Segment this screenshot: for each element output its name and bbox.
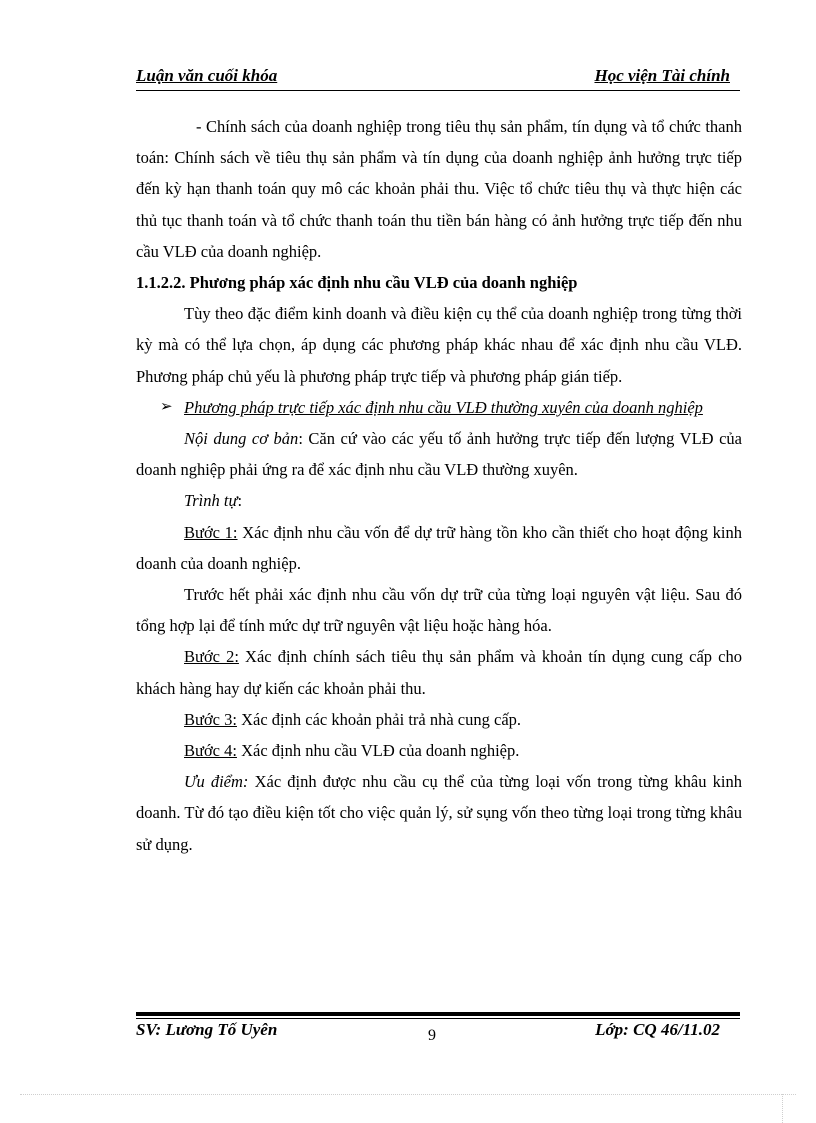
footer-student-name: SV: Lương Tố Uyên xyxy=(136,1020,278,1039)
order-colon: : xyxy=(237,491,243,511)
page-boundary-horizontal xyxy=(20,1094,796,1095)
step-4-label: Bước 4: xyxy=(184,741,237,761)
paragraph-step-3 xyxy=(136,704,742,735)
paragraph-methods-intro: Tùy theo đặc điểm kinh doanh và điều kiện cụ thể của doanh nghiệp trong từng thời kỳ mà có thể lựa chọn, áp dụng các phương pháp khác nhau để xác định nhu cầu VLĐ. Phương pháp chủ yếu là phương pháp trực tiếp và phương pháp gián tiếp. xyxy=(136,304,742,386)
step-4-text: Xác định nhu cầu VLĐ của doanh nghiệp. xyxy=(236,741,520,761)
page-number: 9 xyxy=(428,1027,436,1044)
paragraph-step-2 xyxy=(136,641,742,703)
basic-content-text: : Căn cứ vào các yếu tố ảnh hưởng trực tiếp đến lượng VLĐ của doanh nghiệp phải ứng ra để xác định nhu cầu VLĐ thường xuyên. xyxy=(136,429,742,480)
advantages-text: Xác định được nhu cầu cụ thể của từng loại vốn trong từng khâu kinh doanh. Từ đó tạo điều kiện tốt cho việc quản lý, sử sụng vốn theo từng loại trong từng khâu sử dụng. xyxy=(136,772,742,854)
order-label: Trình tự xyxy=(184,491,238,511)
paragraph-step-1 xyxy=(136,517,742,579)
header-divider xyxy=(136,90,740,91)
paragraph-payment-policy: - Chính sách của doanh nghiệp trong tiêu thụ sản phẩm, tín dụng và tổ chức thanh toán: Chính sách về tiêu thụ sản phẩm và tín dụng của doanh nghiệp ảnh hưởng trực tiếp đến kỳ hạn thanh toán quy mô các khoản phải thu. Việc tổ chức tiêu thụ và thực hiện các thủ tục thanh toán và tổ chức thanh toán thu tiền bán hàng có ảnh hưởng trực tiếp đến nhu cầu VLĐ của doanh nghiệp. xyxy=(136,117,742,261)
advantages-label: Ưu điểm: xyxy=(184,772,249,792)
section-heading: 1.1.2.2. Phương pháp xác định nhu cầu VLĐ của doanh nghiệp xyxy=(136,273,578,293)
header-right-title: Học viện Tài chính xyxy=(594,66,730,85)
step-1-label: Bước 1: xyxy=(184,522,238,542)
step-3-label: Bước 3: xyxy=(184,709,237,729)
paragraph-order xyxy=(136,485,742,516)
step-2-text: Xác định chính sách tiêu thụ sản phẩm và khoản tín dụng cung cấp cho khách hàng hay dự kiến các khoản phải thu. xyxy=(136,647,742,698)
bullet-direct-method-text: Phương pháp trực tiếp xác định nhu cầu VLĐ thường xuyên của doanh nghiệp xyxy=(184,397,703,417)
footer-class: Lớp: CQ 46/11.02 xyxy=(595,1020,720,1039)
arrow-bullet-icon: ➢ xyxy=(160,398,173,415)
paragraph-materials: Trước hết phải xác định nhu cầu vốn dự trữ của từng loại nguyên vật liệu. Sau đó tổng hợp lại để tính mức dự trữ nguyên vật liệu hoặc hàng hóa. xyxy=(136,585,742,636)
step-3-text: Xác định các khoản phải trả nhà cung cấp. xyxy=(236,709,522,729)
footer-divider-thick xyxy=(136,1012,740,1016)
header-left-title: Luận văn cuối khóa xyxy=(136,66,278,85)
page-boundary-vertical xyxy=(782,1094,783,1123)
step-1-text: Xác định nhu cầu vốn để dự trữ hàng tồn kho cần thiết cho hoạt động kinh doanh của doanh nghiệp. xyxy=(136,522,742,573)
page-body xyxy=(136,111,742,860)
footer-divider-thin xyxy=(136,1018,740,1019)
basic-content-label: Nội dung cơ bản xyxy=(184,429,299,449)
bullet-direct-method xyxy=(136,392,742,423)
paragraph-advantages xyxy=(136,766,742,860)
step-2-label: Bước 2: xyxy=(184,647,239,667)
paragraph-step-4 xyxy=(136,735,742,766)
paragraph-basic-content xyxy=(136,423,742,485)
